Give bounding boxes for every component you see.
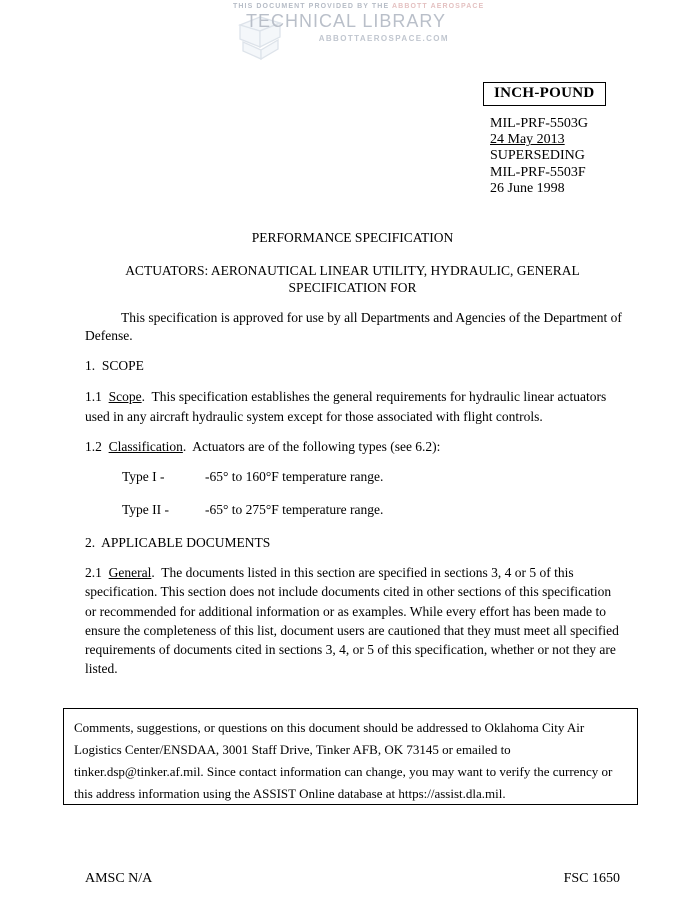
- paragraph-1-2: [85, 437, 625, 457]
- watermark-provided-line: [233, 3, 485, 10]
- comments-box-text: Comments, suggestions, or questions on this document should be addressed to Oklahoma City Air Logistics Center/ENSDAA, 3001 Staff Drive, Tinker AFB, OK 73145 or emailed to tinker.dsp@tinker.af.mil. Since contact information can change, you may want to verify the currency or this address information using the ASSIST Online database at https://assist.dla.mil.: [74, 720, 613, 801]
- superseded-spec-date: 26 June 1998: [490, 180, 565, 196]
- superseding-label: SUPERSEDING: [490, 148, 585, 164]
- type-1-label: Type I -: [122, 469, 165, 484]
- doc-subject-title: [85, 262, 620, 296]
- doc-type-title: PERFORMANCE SPECIFICATION: [251, 230, 454, 245]
- watermark-provided-brand: ABBOTT AEROSPACE: [392, 3, 485, 10]
- superseded-spec-number: MIL-PRF-5503F: [490, 164, 586, 180]
- paragraph-1-1-term: Scope: [108, 389, 142, 404]
- paragraph-1-1-number: 1.1: [85, 389, 109, 404]
- paragraph-1-1-body: . This specification establishes the general requirements for hydraulic linear actuators used in any aircraft hydraulic system except for those associated with flight controls.: [85, 389, 610, 424]
- watermark-provided-prefix: THIS DOCUMENT PROVIDED BY THE: [233, 3, 393, 10]
- type-1-row: [122, 469, 383, 485]
- paragraph-2-1-term: General: [108, 565, 152, 580]
- paragraph-1-2-number: 1.2: [85, 439, 109, 454]
- spec-date: 24 May 2013: [490, 132, 565, 148]
- watermark-website: ABBOTTAEROSPACE.COM: [318, 34, 449, 43]
- paragraph-1-2-body: . Actuators are of the following types (see 6.2):: [182, 439, 441, 454]
- watermark-header: [233, 3, 485, 43]
- approval-paragraph: This specification is approved for use by all Departments and Agencies of the Department of Defense.: [85, 310, 622, 343]
- subject-line-2: SPECIFICATION FOR: [288, 280, 417, 295]
- inch-pound-box: [483, 82, 606, 106]
- type-2-row: [122, 502, 383, 518]
- doc-id-block: [490, 116, 588, 197]
- paragraph-1-2-term: Classification: [108, 439, 183, 454]
- subject-line-1: ACTUATORS: AERONAUTICAL LINEAR UTILITY, HYDRAULIC, GENERAL: [125, 263, 580, 278]
- type-2-description: -65° to 275°F temperature range.: [205, 502, 384, 517]
- type-1-description: -65° to 160°F temperature range.: [205, 469, 384, 484]
- spec-number: MIL-PRF-5503G: [490, 116, 589, 131]
- watermark-library-title: TECHNICAL LIBRARY: [246, 11, 447, 31]
- paragraph-2-1-body: . The documents listed in this section are specified in sections 3, 4 or 5 of this specification. This section does not include documents cited in other sections of this specification or recommended for additional information or as examples. While every effort has been made to ensure the completeness of this list, document users are cautioned that they must meet all specified requirements of documents cited in sections 3, 4, or 5 of this specification, whether or not they are listed.: [85, 565, 623, 677]
- paragraph-2-1: [85, 563, 625, 679]
- section-2-heading: 2. APPLICABLE DOCUMENTS: [85, 535, 271, 550]
- type-2-label: Type II -: [122, 502, 170, 517]
- amsc-number: AMSC N/A: [85, 871, 153, 886]
- fsc-number: FSC 1650: [563, 871, 620, 886]
- page-footer: [85, 871, 620, 887]
- section-1-heading: 1. SCOPE: [85, 358, 144, 373]
- paragraph-2-1-number: 2.1: [85, 565, 109, 580]
- paragraph-1-1: [85, 387, 625, 427]
- inch-pound-label: INCH-POUND: [494, 85, 595, 101]
- comments-box: [63, 708, 638, 805]
